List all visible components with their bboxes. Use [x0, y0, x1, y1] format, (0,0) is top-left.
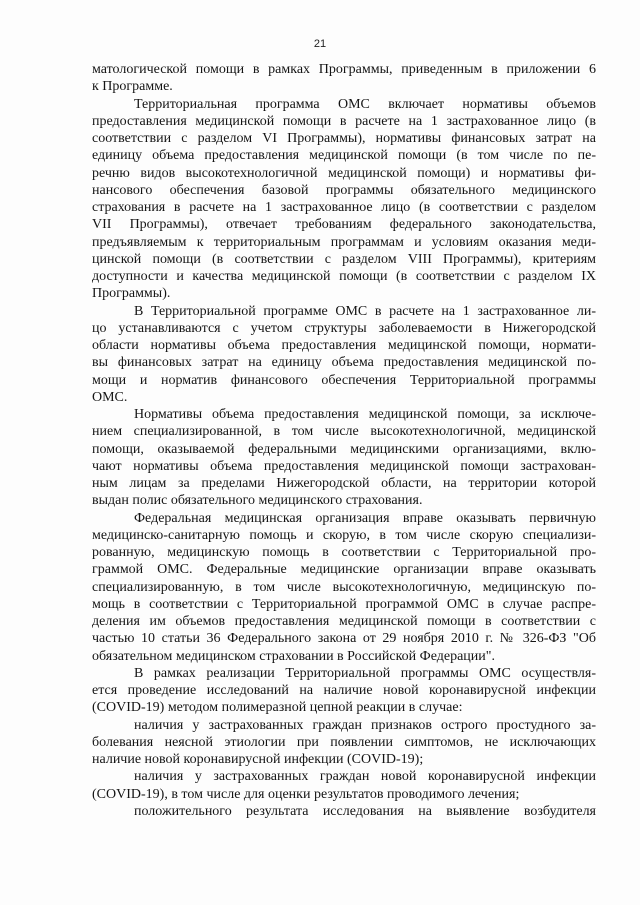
text-line: Нормативы объема предоставления медицинской помощи, за исключе-	[134, 407, 596, 422]
text-line: доступности и качества медицинской помощи (в соответствии с разделом IX	[92, 269, 596, 284]
text-line: Программы).	[92, 286, 171, 302]
text-line: предъявляемым к территориальным программам и условиям оказания меди-	[92, 234, 596, 250]
text-line: специализированную, в том числе высокотехнологичную, медицинскую по-	[92, 579, 596, 595]
text-line: положительного результата исследования на выявление возбудителя	[134, 803, 596, 819]
text-line: обязательном медицинском страховании в Российской Федерации".	[92, 648, 495, 664]
text-line: страхования в расчете на 1 застрахованное лицо (в соответствии с разделом	[92, 200, 596, 215]
text-line: ОМС.	[92, 389, 128, 405]
text-line: вы финансовых затрат на единицу объема предоставления медицинской по-	[92, 355, 596, 371]
text-line: области нормативы объема предоставления медицинской помощи, нормати-	[92, 338, 596, 353]
text-line: частью 10 статьи 36 Федерального закона от 29 ноября 2010 г. № 326-ФЗ "Об	[92, 631, 596, 647]
text-line: чают нормативы объема предоставления медицинской помощи застрахован-	[92, 458, 596, 474]
text-line: В Территориальной программе ОМС в расчете на 1 застрахованное ли-	[134, 303, 596, 319]
text-line: граммой ОМС. Федеральные медицинские организации вправе оказывать	[92, 562, 596, 578]
page-number: 21	[313, 38, 327, 50]
text-line: мощь в соответствии с Территориальной программой ОМС в случае распре-	[92, 596, 596, 612]
text-line: (COVID-19), в том числе для оценки результатов проводимого лечения;	[92, 786, 520, 802]
text-line: матологической помощи в рамках Программы, приведенным в приложении 6	[92, 62, 596, 77]
text-line: рованную, медицинскую помощь в соответствии с Территориальной про-	[92, 545, 596, 560]
text-line: В рамках реализации Территориальной программы ОМС осуществля-	[134, 665, 596, 681]
text-line: Территориальная программа ОМС включает нормативы объемов	[134, 96, 596, 112]
text-line: единицу объема предоставления медицинской помощи (в том числе по пе-	[92, 148, 596, 164]
text-line: Федеральная медицинская организация вправе оказывать первичную	[134, 510, 596, 526]
text-line: нием специализированной, в том числе высокотехнологичной, медицинской	[92, 424, 596, 440]
document-body	[92, 61, 596, 820]
text-line: наличия у застрахованных граждан новой коронавирусной инфекции	[134, 769, 596, 785]
text-line: медицинско-санитарную помощь и скорую, в том числе скорую специализи-	[92, 527, 596, 543]
text-line: цо устанавливаются с учетом структуры заболеваемости в Нижегородской	[92, 320, 596, 336]
text-line: цинской помощи (в соответствии с разделом VIII Программы), критериям	[92, 251, 596, 267]
text-line: наличие новой коронавирусной инфекции (COVID-19);	[92, 752, 424, 767]
text-line: болевания неясной этиологии при появлении симптомов, не исключающих	[92, 734, 596, 750]
text-line: помощи, оказываемой федеральными медицинскими организациями, вклю-	[92, 441, 596, 457]
text-line: выдан полис обязательного медицинского страхования.	[92, 493, 423, 509]
text-line: речню видов высокотехнологичной медицинской помощи) и нормативы фи-	[92, 165, 596, 181]
text-line: мощи и норматив финансового обеспечения Территориальной программы	[92, 372, 596, 388]
text-line: предоставления медицинской помощи в расчете на 1 застрахованное лицо (в	[92, 113, 596, 129]
text-line: к Программе.	[92, 79, 173, 95]
text-line: VII Программы), отвечает требованиям федерального законодательства,	[92, 217, 596, 233]
text-line: соответствии с разделом VI Программы), нормативы финансовых затрат на	[92, 131, 596, 146]
text-line: ным лицам за пределами Нижегородской области, на территории которой	[92, 476, 596, 491]
text-line: наличия у застрахованных граждан признаков острого простудного за-	[134, 717, 596, 733]
text-line: (COVID-19) методом полимеразной цепной реакции в случае:	[92, 700, 463, 716]
text-line: ется проведение исследований на наличие новой коронавирусной инфекции	[92, 683, 596, 698]
text-line: нансового обеспечения базовой программы обязательного медицинского	[92, 182, 596, 198]
text-line: деления им объемов предоставления медицинской помощи в соответствии с	[92, 614, 596, 629]
